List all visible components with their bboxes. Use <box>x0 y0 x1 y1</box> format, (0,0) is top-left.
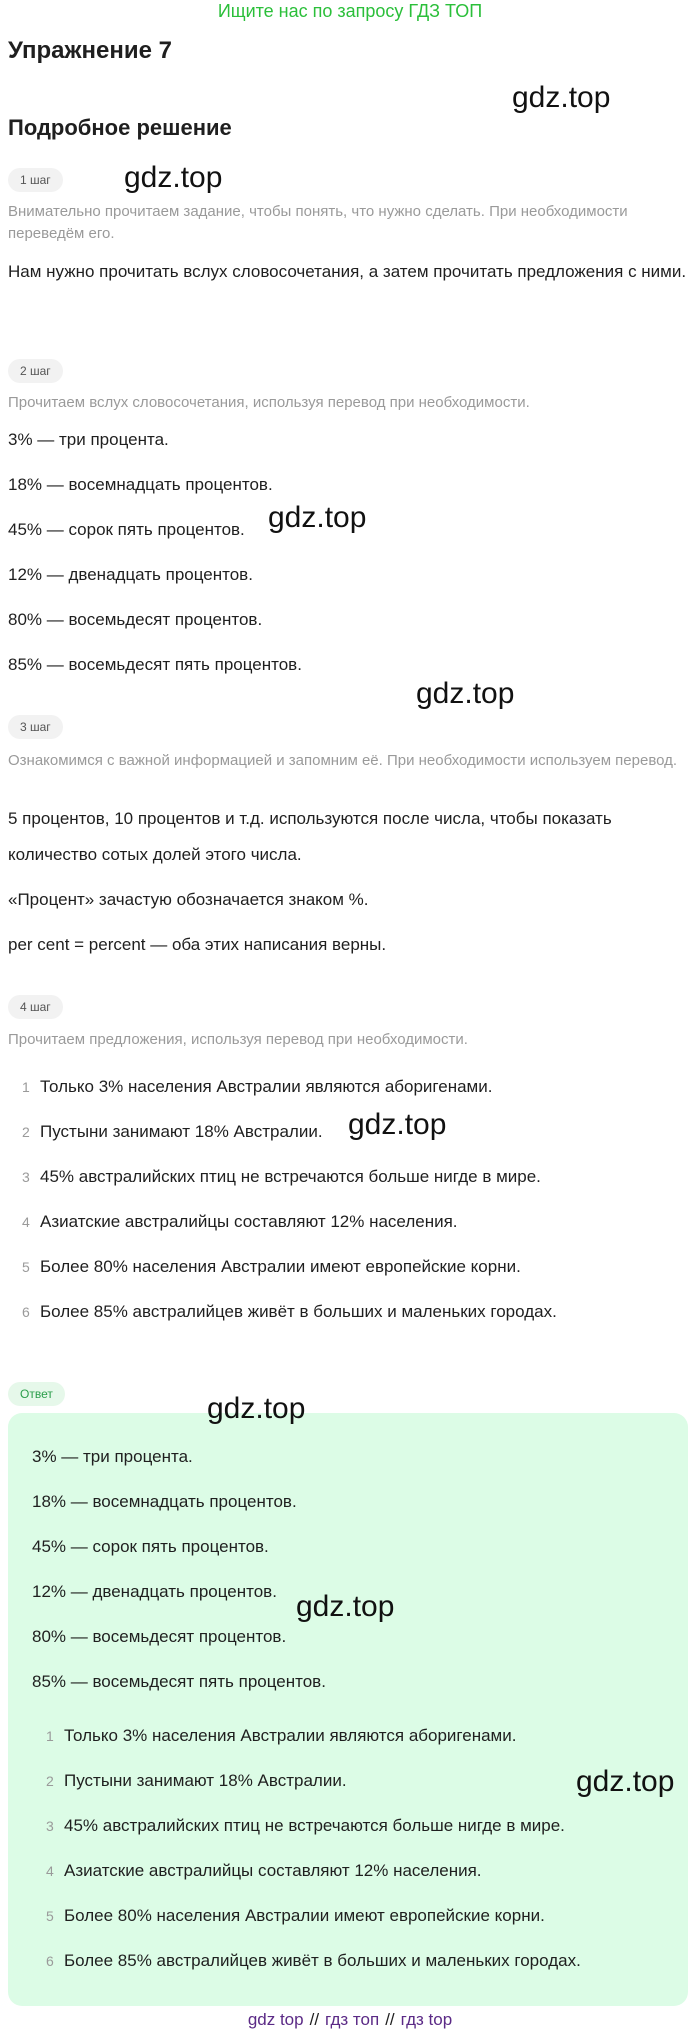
answer-badge: Ответ <box>8 1382 65 1406</box>
answer-line: 85% — восемьдесят пять процентов. <box>32 1672 326 1691</box>
list-item-text: Более 80% населения Австралии имеют европейские корни. <box>40 1257 521 1276</box>
step-2-line: 80% — восемьдесят процентов. <box>8 610 263 629</box>
list-item <box>8 1165 541 1189</box>
footer-separator: // <box>385 2010 395 2029</box>
watermark: gdz.top <box>268 501 367 534</box>
list-item-number: 5 <box>46 1908 54 1924</box>
answer-line: 80% — восемьдесят процентов. <box>32 1627 287 1646</box>
list-item-number: 1 <box>22 1079 30 1095</box>
step-1-text: Нам нужно прочитать вслух словосочетания, а затем прочитать предложения с ними. <box>8 262 687 281</box>
list-item <box>8 1120 323 1144</box>
footer-separator: // <box>309 2010 320 2029</box>
watermark: gdz.top <box>124 161 223 194</box>
watermark: gdz.top <box>512 81 611 114</box>
step-2-line: 85% — восемьдесят пять процентов. <box>8 655 302 674</box>
watermark: gdz.top <box>348 1108 447 1141</box>
list-item-number: 3 <box>22 1169 30 1185</box>
answer-line: 3% — три процента. <box>32 1447 193 1466</box>
step-3-badge: 3 шаг <box>8 715 63 739</box>
step-2-hint: Прочитаем вслух словосочетания, используя перевод при необходимости. <box>8 394 530 411</box>
step-3-line: per cent = percent — оба этих написания верны. <box>8 935 387 954</box>
list-item-text: Пустыни занимают 18% Австралии. <box>64 1771 347 1790</box>
page-title: Упражнение 7 <box>8 37 172 64</box>
list-item-text: Более 80% населения Австралии имеют европейские корни. <box>64 1906 545 1925</box>
answer-line: 18% — восемнадцать процентов. <box>32 1492 297 1511</box>
step-2-line: 18% — восемнадцать процентов. <box>8 475 273 494</box>
solution-heading: Подробное решение <box>8 115 232 140</box>
list-item-text: Азиатские австралийцы составляют 12% населения. <box>40 1212 458 1231</box>
step-2-line: 3% — три процента. <box>8 430 169 449</box>
list-item <box>32 1724 516 1748</box>
step-4-badge: 4 шаг <box>8 995 63 1019</box>
footer <box>0 2008 700 2032</box>
step-4-hint: Прочитаем предложения, используя перевод при необходимости. <box>8 1031 468 1048</box>
list-item-number: 4 <box>22 1214 30 1230</box>
footer-link[interactable]: гдз top <box>400 2010 453 2029</box>
list-item-number: 2 <box>22 1124 30 1140</box>
list-item-text: Более 85% австралийцев живёт в больших и маленьких городах. <box>64 1951 581 1970</box>
list-item <box>32 1859 482 1883</box>
list-item-number: 5 <box>22 1259 30 1275</box>
step-3-text: 5 процентов, 10 процентов и т.д. используются после числа, чтобы показать количество сотых долей этого числа. <box>8 809 612 864</box>
list-item-text: 45% австралийских птиц не встречаются больше нигде в мире. <box>64 1816 565 1835</box>
step-1-hint: Внимательно прочитаем задание, чтобы понять, что нужно сделать. При необходимости переведём его. <box>8 203 628 242</box>
answer-line: 12% — двенадцать процентов. <box>32 1582 277 1601</box>
list-item-number: 1 <box>46 1728 54 1744</box>
list-item-number: 2 <box>46 1773 54 1789</box>
list-item <box>32 1769 347 1793</box>
list-item <box>8 1210 458 1234</box>
list-item <box>32 1949 581 1973</box>
list-item <box>8 1255 521 1279</box>
list-item-number: 3 <box>46 1818 54 1834</box>
step-2-line: 45% — сорок пять процентов. <box>8 520 245 539</box>
list-item <box>32 1904 545 1928</box>
step-3-hint: Ознакомимся с важной информацией и запомним её. При необходимости используем перевод. <box>8 752 678 769</box>
list-item <box>8 1300 557 1324</box>
list-item-number: 4 <box>46 1863 54 1879</box>
search-banner: Ищите нас по запросу ГДЗ ТОП <box>217 1 483 21</box>
list-item-number: 6 <box>22 1304 30 1320</box>
list-item <box>32 1814 565 1838</box>
list-item-text: Пустыни занимают 18% Австралии. <box>40 1122 323 1141</box>
watermark: gdz.top <box>416 677 515 710</box>
list-item-text: Более 85% австралийцев живёт в больших и маленьких городах. <box>40 1302 557 1321</box>
list-item-text: Только 3% населения Австралии являются аборигенами. <box>40 1077 493 1096</box>
list-item-text: Только 3% населения Австралии являются аборигенами. <box>64 1726 517 1745</box>
answer-line: 45% — сорок пять процентов. <box>32 1537 269 1556</box>
watermark: gdz.top <box>296 1590 395 1623</box>
step-1-badge: 1 шаг <box>8 168 63 192</box>
step-3-line: «Процент» зачастую обозначается знаком %. <box>8 890 369 909</box>
list-item-text: 45% австралийских птиц не встречаются больше нигде в мире. <box>40 1167 541 1186</box>
step-2-badge: 2 шаг <box>8 359 63 383</box>
watermark: gdz.top <box>207 1392 306 1425</box>
watermark: gdz.top <box>576 1765 675 1798</box>
footer-link[interactable]: гдз топ <box>325 2010 380 2029</box>
list-item-number: 6 <box>46 1953 54 1969</box>
footer-link[interactable]: gdz top <box>247 2010 304 2029</box>
step-2-line: 12% — двенадцать процентов. <box>8 565 253 584</box>
list-item <box>8 1075 492 1099</box>
list-item-text: Азиатские австралийцы составляют 12% населения. <box>64 1861 482 1880</box>
